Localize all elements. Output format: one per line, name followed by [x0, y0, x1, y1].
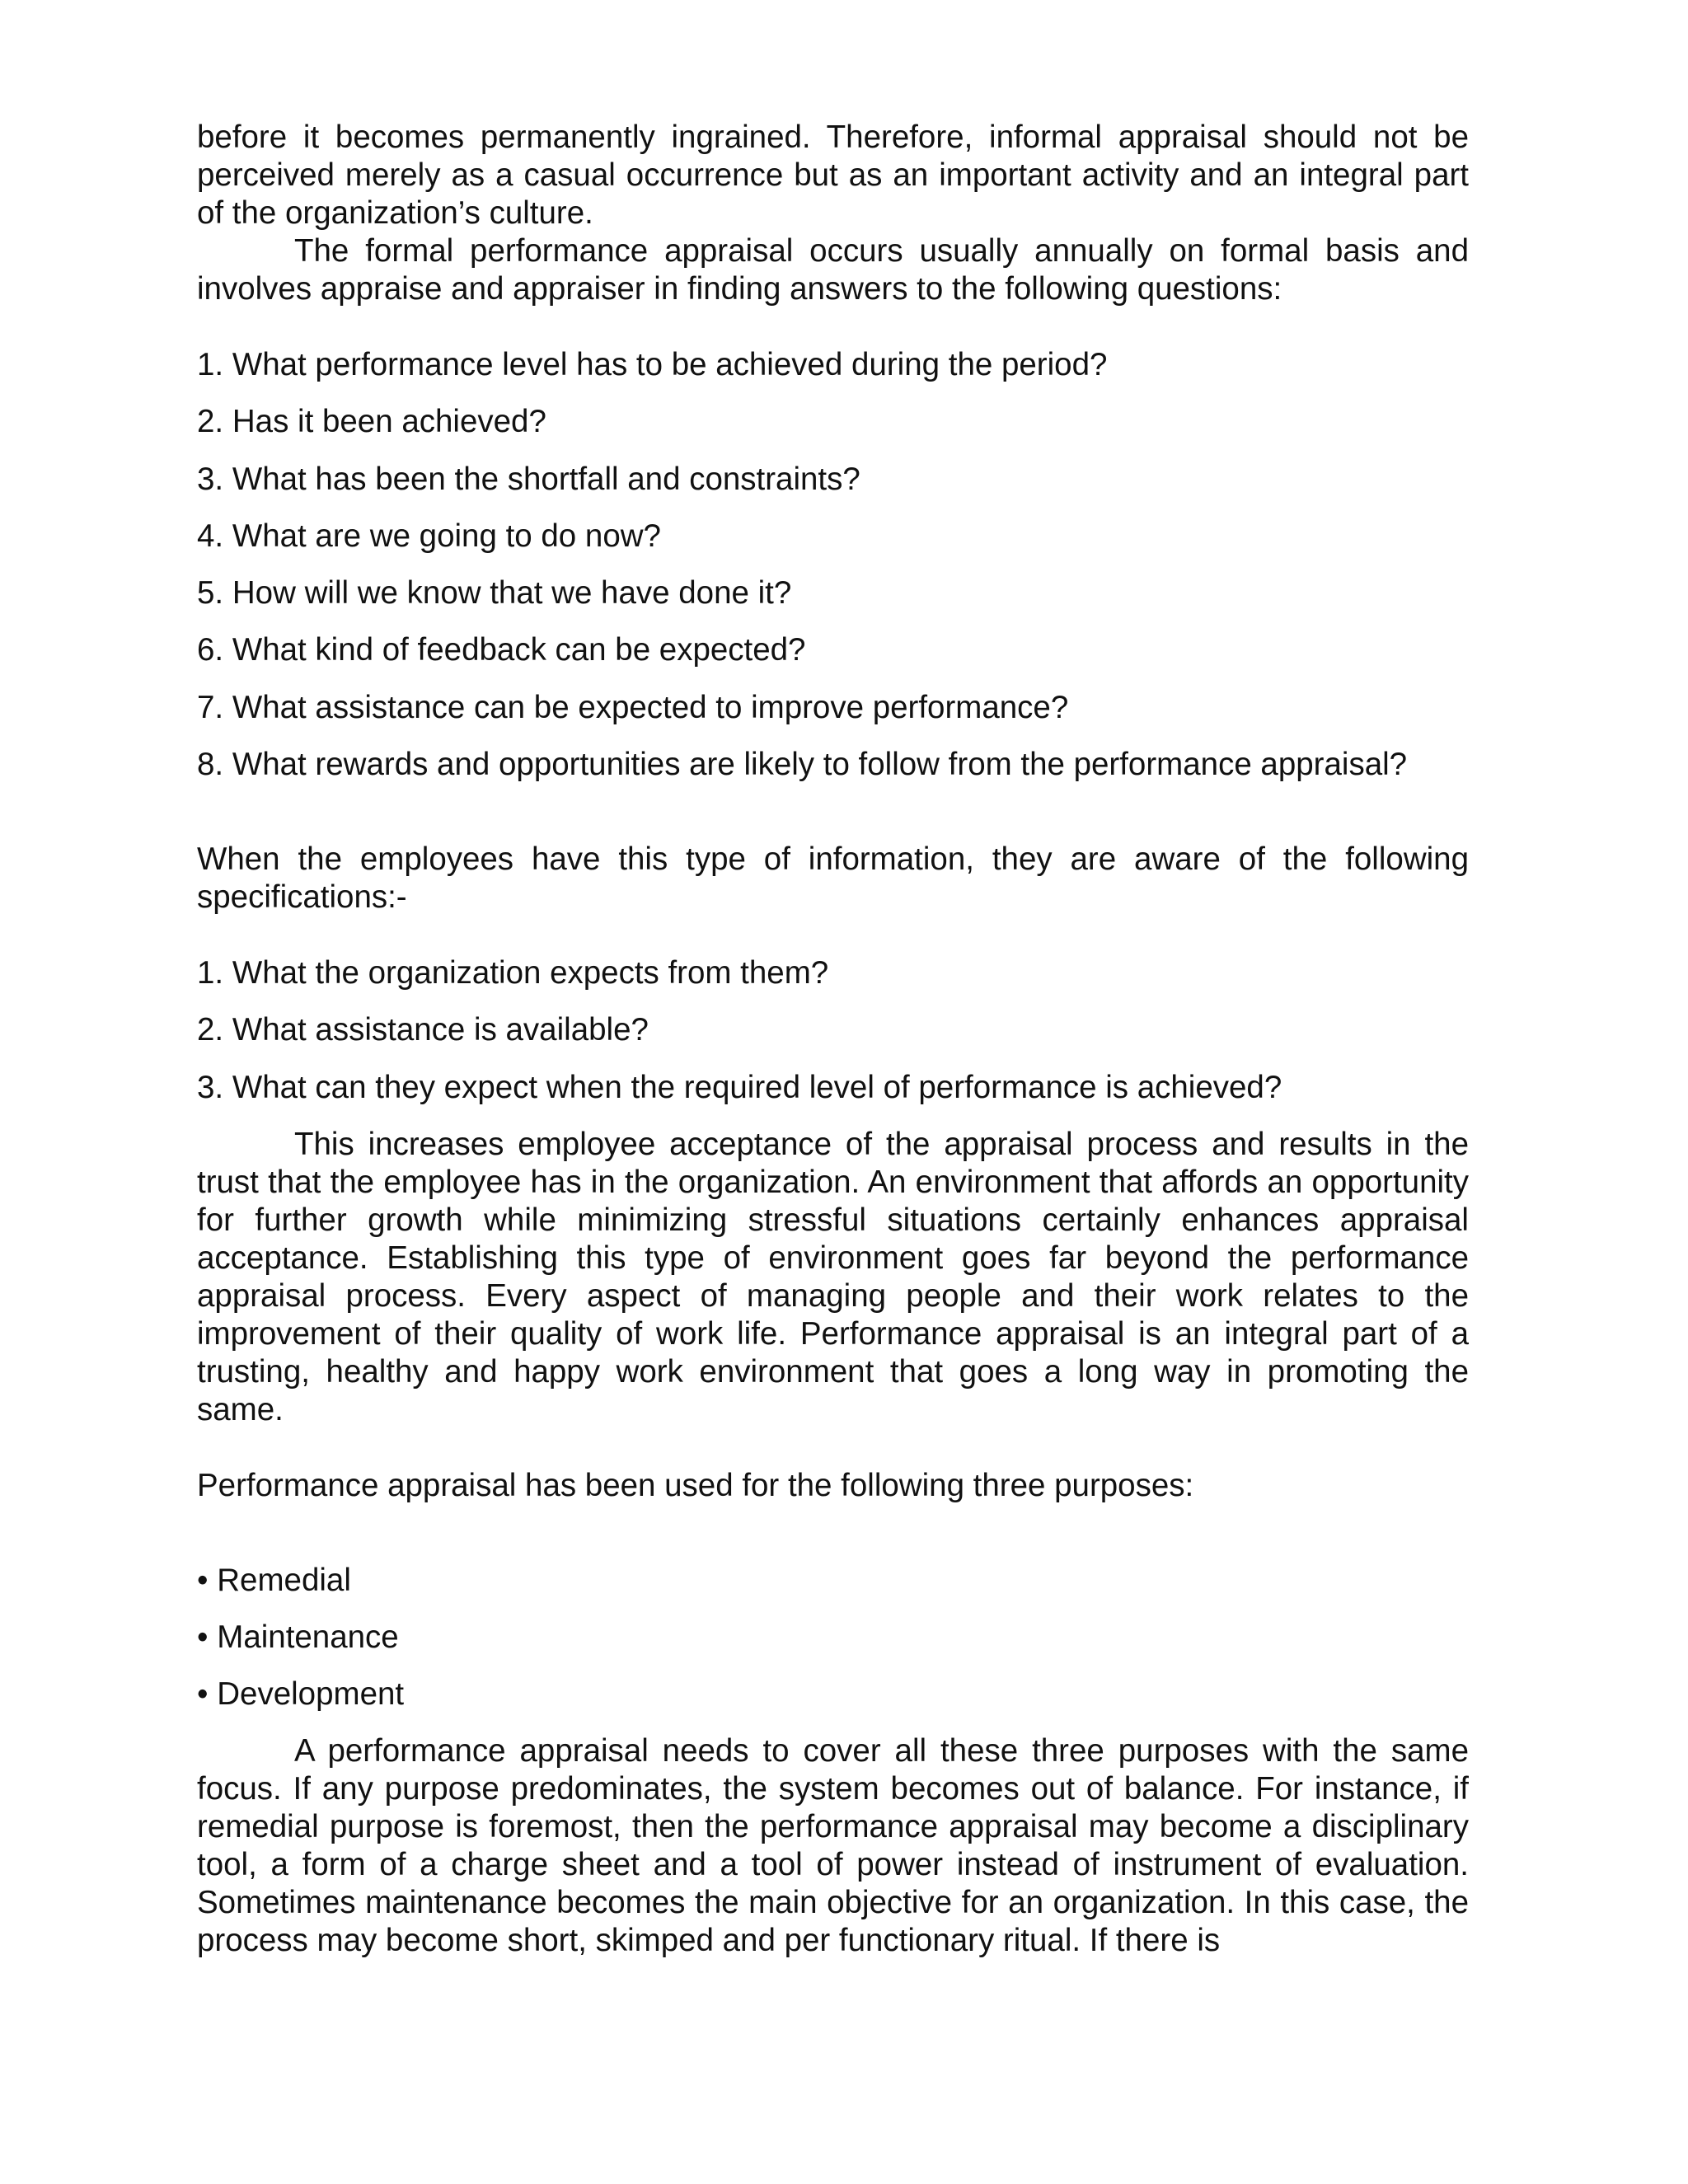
paragraph-informal-appraisal: before it becomes permanently ingrained. Therefore, informal appraisal should not be perceived merely as a casual occurrence but as an important activity and an integral part of the organization’s culture.: [197, 120, 1469, 231]
paragraph-balance-of-purposes: A performance appraisal needs to cover all these three purposes with the same focus. If any purpose predominates, the system becomes out of balance. For instance, if remedial purpose is foremost, then the performance appraisal may become a disciplinary tool, a form of a charge sheet and a tool of power instead of instrument of evaluation. Sometimes maintenance becomes the main objective for an organization. In this case, the process may become short, skimped and per functionary ritual. If there is: [197, 1733, 1469, 1959]
list-item: 2. What assistance is available?: [197, 1012, 649, 1048]
list-item: 1. What performance level has to be achieved during the period?: [197, 347, 1108, 382]
list-item: 1. What the organization expects from them?: [197, 955, 829, 991]
spacer: [197, 1505, 1469, 1562]
spacer: [197, 1107, 1469, 1126]
paragraph-employee-acceptance: This increases employee acceptance of the appraisal process and results in the trust that the employee has in the organization. An environment that affords an opportunity for further growth while minimizing stressful situations certainly enhances appraisal acceptance. Establishing this type of environment goes far beyond the performance appraisal process. Every aspect of managing people and their work relates to the improvement of their quality of work life. Performance appraisal is an integral part of a trusting, healthy and happy work environment that goes a long way in promoting the same.: [197, 1126, 1469, 1427]
specifications-list: [197, 954, 1469, 1107]
list-item: • Remedial: [197, 1562, 351, 1598]
list-item: • Development: [197, 1676, 405, 1713]
questions-list: [197, 346, 1469, 784]
paragraph-formal-appraisal: The formal performance appraisal occurs usually annually on formal basis and involves appraise and appraiser in finding answers to the following questions:: [197, 233, 1469, 307]
list-item: 7. What assistance can be expected to improve performance?: [197, 689, 1069, 725]
list-item: 5. How will we know that we have done it?: [197, 575, 792, 612]
list-item: • Maintenance: [197, 1619, 399, 1655]
spacer: [197, 784, 1469, 841]
spacer: [197, 1713, 1469, 1732]
spacer: [197, 916, 1469, 954]
list-item: 2. Has it been achieved?: [197, 404, 546, 440]
list-item: 4. What are we going to do now?: [197, 518, 661, 554]
paragraph-employee-information: When the employees have this type of information, they are aware of the following specifications:-: [197, 841, 1469, 916]
list-item: 3. What has been the shortfall and constraints?: [197, 461, 860, 497]
paragraph-three-purposes: Performance appraisal has been used for the following three purposes:: [197, 1467, 1194, 1503]
list-item: 8. What rewards and opportunities are likely to follow from the performance appraisal?: [197, 747, 1408, 783]
list-item: 3. What can they expect when the required level of performance is achieved?: [197, 1069, 1282, 1105]
spacer: [197, 1429, 1469, 1467]
document-page: [197, 119, 1469, 1960]
list-item: 6. What kind of feedback can be expected?: [197, 632, 806, 668]
spacer: [197, 308, 1469, 346]
purposes-list: [197, 1562, 1469, 1714]
